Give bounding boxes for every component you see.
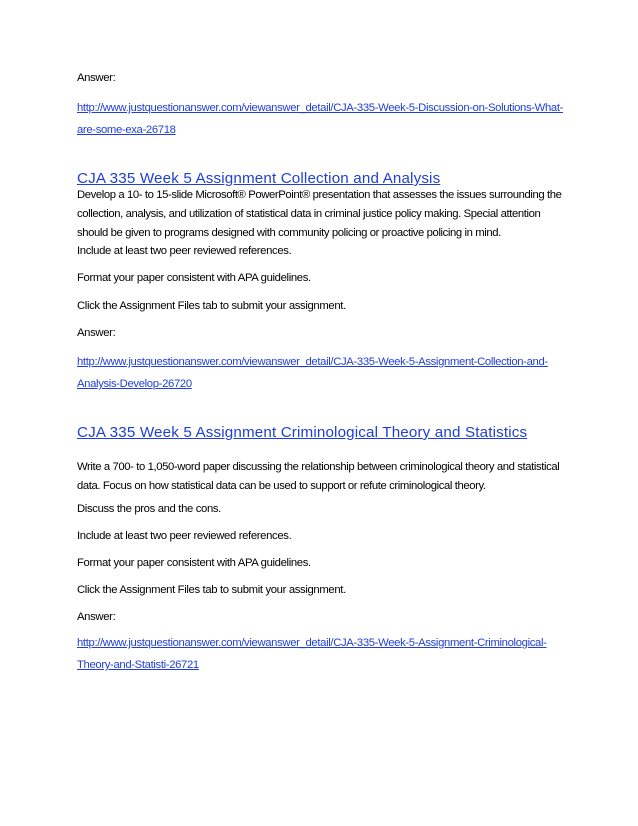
answer-link-discussion[interactable]: http://www.justquestionanswer.com/viewanswer_detail/CJA-335-Week-5-Discussion-on-Solutions-What-are-some-exa-26718: [77, 102, 564, 136]
pros-cons-instruction: Discuss the pros and the cons.: [77, 503, 221, 515]
answer-link-criminological-theory[interactable]: http://www.justquestionanswer.com/viewanswer_detail/CJA-335-Week-5-Assignment-Criminological-Theory-and-Statisti-26721: [77, 637, 547, 671]
description-criminological-theory: Write a 700- to 1,050-word paper discussing the relationship between criminological theory and statistical data. Focus on how statistical data can be used to support or refute criminological theory.: [77, 461, 560, 492]
submit-instruction: Click the Assignment Files tab to submit your assignment.: [77, 584, 346, 596]
format-requirement: Format your paper consistent with APA guidelines.: [77, 557, 311, 569]
answer-label: Answer:: [77, 72, 116, 84]
answer-label: Answer:: [77, 611, 116, 623]
answer-link-collection-analysis[interactable]: http://www.justquestionanswer.com/viewanswer_detail/CJA-335-Week-5-Assignment-Collection-and-Analysis-Develop-26720: [77, 356, 548, 390]
description-collection-analysis: Develop a 10- to 15-slide Microsoft® PowerPoint® presentation that assesses the issues surrounding the collection, analysis, and utilization of statistical data in criminal justice policy making. Special attention should be given to programs designed with community policing or proactive policing in mind.: [77, 189, 562, 239]
references-requirement: Include at least two peer reviewed references.: [77, 530, 292, 542]
heading-collection-analysis: CJA 335 Week 5 Assignment Collection and Analysis: [77, 170, 441, 187]
references-requirement: Include at least two peer reviewed references.: [77, 245, 292, 257]
submit-instruction: Click the Assignment Files tab to submit your assignment.: [77, 300, 346, 312]
heading-criminological-theory: CJA 335 Week 5 Assignment Criminological Theory and Statistics: [77, 424, 528, 441]
answer-label: Answer:: [77, 327, 116, 339]
format-requirement: Format your paper consistent with APA guidelines.: [77, 272, 311, 284]
